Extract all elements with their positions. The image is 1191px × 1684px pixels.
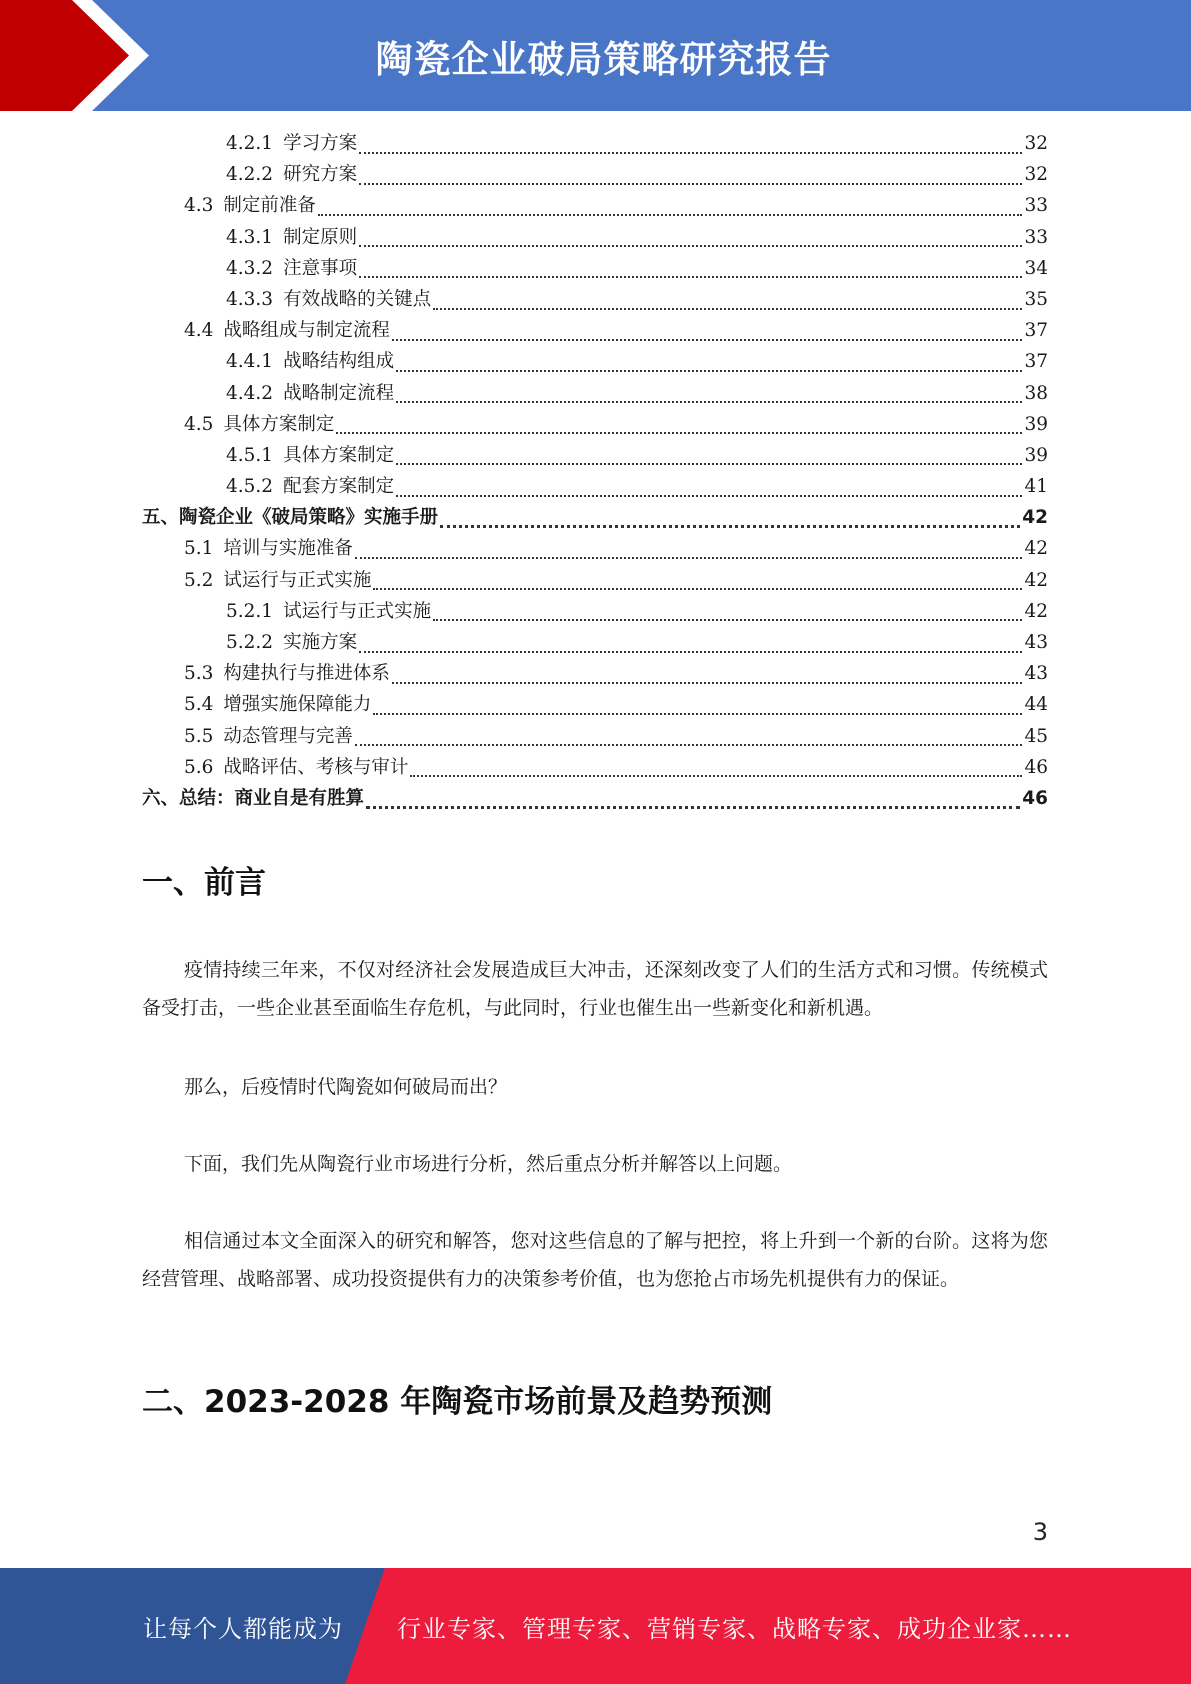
toc-entry-title: 培训与实施准备	[223, 538, 353, 560]
toc-entry-page: 42	[1024, 569, 1048, 591]
footer-slogan-left: 让每个人都能成为	[143, 1614, 343, 1643]
toc-entry-title: 战略结构组成	[283, 351, 395, 373]
toc-entry-number: 5.3	[184, 663, 214, 685]
toc-entry-number: 5.5	[184, 725, 214, 747]
toc-dot-leader	[396, 370, 1022, 372]
toc-entry-number: 4.4.2	[226, 382, 274, 404]
toc-entry-title: 陶瓷企业《破局策略》实施手册	[179, 507, 439, 529]
toc-entry[interactable]	[142, 471, 1048, 502]
toc-entry-page: 45	[1024, 725, 1048, 747]
toc-entry-number: 5.2.1	[226, 600, 274, 622]
toc-entry[interactable]	[142, 378, 1048, 409]
toc-entry-number: 4.2.1	[226, 133, 274, 154]
toc-dot-leader	[433, 619, 1022, 621]
toc-dot-leader	[373, 713, 1022, 715]
toc-entry-title: 有效战略的关键点	[283, 288, 432, 310]
toc-entry-title: 战略制定流程	[283, 382, 395, 404]
toc-entry[interactable]	[142, 596, 1048, 627]
toc-entry-title: 试运行与正式实施	[223, 569, 372, 591]
paragraph: 那么，后疫情时代陶瓷如何破局而出？	[184, 1076, 508, 1098]
toc-entry-page: 37	[1024, 351, 1048, 373]
toc-dot-leader	[355, 744, 1023, 746]
page-footer	[0, 1568, 1191, 1684]
toc-entry-number: 5.2	[184, 569, 214, 591]
toc-entry-title: 制定前准备	[223, 195, 316, 217]
toc-entry-number: 4.4.1	[226, 351, 274, 373]
toc-entry-number: 4.4	[184, 320, 214, 342]
toc-entry-number: 五、	[142, 507, 180, 529]
toc-dot-leader	[336, 432, 1022, 434]
toc-entry-page: 46	[1022, 787, 1048, 809]
toc-entry-page: 32	[1024, 133, 1048, 154]
toc-entry[interactable]	[142, 689, 1048, 720]
toc-entry[interactable]	[142, 440, 1048, 471]
toc-entry-page: 46	[1024, 756, 1048, 778]
toc-entry[interactable]	[142, 752, 1048, 783]
toc-entry-title: 动态管理与完善	[223, 725, 353, 747]
toc-entry-number: 4.5.1	[226, 444, 274, 466]
footer-slogan-right: 行业专家、管理专家、营销专家、战略专家、成功企业家……	[397, 1614, 1072, 1643]
toc-dot-leader	[359, 152, 1022, 154]
toc-entry-title: 具体方案制定	[223, 413, 335, 435]
toc-entry-page: 32	[1024, 164, 1048, 186]
paragraph: 疫情持续三年来，不仅对经济社会发展造成巨大冲击，还深刻改变了人们的生活方式和习惯。传统模式备受打击，一些企业甚至面临生存危机，与此同时，行业也催生出一些新变化和新机遇。	[142, 959, 1048, 1019]
toc-entry-page: 44	[1024, 694, 1048, 716]
toc-dot-leader	[396, 463, 1022, 465]
toc-entry-number: 4.3	[184, 195, 214, 217]
toc-entry[interactable]	[142, 627, 1048, 658]
toc-entry-title: 制定原则	[283, 226, 358, 248]
toc-entry-title: 增强实施保障能力	[223, 694, 372, 716]
toc-entry-page: 35	[1024, 288, 1048, 310]
toc-entry-number: 4.5	[184, 413, 214, 435]
paragraph: 下面，我们先从陶瓷行业市场进行分析，然后重点分析并解答以上问题。	[184, 1153, 793, 1175]
toc-dot-leader	[359, 276, 1022, 278]
page-number: 3	[1032, 1518, 1048, 1546]
toc-dot-leader	[433, 308, 1022, 310]
toc-entry[interactable]	[142, 721, 1048, 752]
toc-entry-title: 战略组成与制定流程	[223, 320, 390, 342]
toc-entry-page: 43	[1024, 663, 1048, 685]
toc-entry-page: 39	[1024, 444, 1048, 466]
toc-entry-number: 六、	[142, 787, 180, 809]
toc-entry-number: 4.5.2	[226, 476, 274, 498]
toc-dot-leader	[392, 682, 1023, 684]
toc-entry-title: 试运行与正式实施	[283, 600, 432, 622]
toc-entry-page: 39	[1024, 413, 1048, 435]
section-heading-market-forecast: 二、2023-2028 年陶瓷市场前景及趋势预测	[142, 1384, 773, 1420]
toc-entry-number: 5.6	[184, 756, 214, 778]
toc-entry[interactable]	[142, 409, 1048, 440]
toc-entry-page: 42	[1024, 538, 1048, 560]
toc-dot-leader	[366, 806, 1020, 809]
toc-dot-leader	[373, 588, 1022, 590]
toc-entry-number: 4.3.1	[226, 226, 274, 248]
toc-entry-title: 战略评估、考核与审计	[223, 756, 409, 778]
toc-entry-title: 研究方案	[283, 164, 358, 186]
paragraph: 相信通过本文全面深入的研究和解答，您对这些信息的了解与把控，将上升到一个新的台阶。这将为您经营管理、战略部署、成功投资提供有力的决策参考价值，也为您抢占市场先机提供有力的保证。	[142, 1230, 1048, 1290]
toc-entry-title: 配套方案制定	[283, 476, 395, 498]
toc-entry[interactable]	[142, 253, 1048, 284]
toc-dot-leader	[359, 245, 1022, 247]
toc-entry[interactable]	[142, 658, 1048, 689]
toc-entry-page: 38	[1024, 382, 1048, 404]
toc-entry[interactable]	[142, 533, 1048, 564]
toc-entry-page: 42	[1024, 600, 1048, 622]
toc-dot-leader	[396, 401, 1022, 403]
toc-dot-leader	[359, 651, 1022, 653]
toc-entry-title: 具体方案制定	[283, 444, 395, 466]
toc-dot-leader	[410, 775, 1022, 777]
toc-entry[interactable]	[142, 315, 1048, 346]
toc-entry-number: 5.1	[184, 538, 214, 560]
toc-entry[interactable]	[142, 565, 1048, 596]
toc-entry[interactable]	[142, 502, 1048, 533]
toc-dot-leader	[359, 183, 1022, 185]
toc-entry[interactable]	[142, 190, 1048, 221]
report-title: 陶瓷企业破局策略研究报告	[375, 37, 832, 81]
toc-entry-page: 41	[1024, 476, 1048, 498]
toc-entry[interactable]	[142, 284, 1048, 315]
toc-entry-page: 43	[1024, 632, 1048, 653]
toc-entry[interactable]	[142, 128, 1048, 159]
toc-entry-page: 33	[1024, 195, 1048, 217]
toc-dot-leader	[318, 214, 1023, 216]
toc-dot-leader	[396, 495, 1022, 497]
toc-entry-title: 总结：商业自是有胜算	[179, 787, 365, 809]
toc-entry-page: 42	[1022, 507, 1048, 529]
toc-entry-page: 37	[1024, 320, 1048, 342]
toc-entry-title: 实施方案	[283, 632, 358, 653]
section-heading-preface: 一、前言	[142, 865, 266, 901]
toc-entry-number: 4.2.2	[226, 164, 274, 186]
toc-entry[interactable]	[142, 346, 1048, 377]
toc-entry-number: 4.3.3	[226, 288, 274, 310]
toc-entry-page: 33	[1024, 226, 1048, 248]
page-header	[0, 0, 1191, 111]
toc-dot-leader	[440, 525, 1020, 528]
toc-entry-title: 学习方案	[283, 133, 358, 154]
toc-entry[interactable]	[142, 159, 1048, 190]
toc-entry-title: 注意事项	[283, 257, 358, 279]
toc-entry[interactable]	[142, 783, 1048, 814]
toc-entry-page: 34	[1024, 257, 1048, 279]
table-of-contents	[142, 128, 1048, 814]
toc-entry[interactable]	[142, 222, 1048, 253]
toc-entry-number: 5.4	[184, 694, 214, 716]
toc-entry-number: 5.2.2	[226, 632, 274, 653]
toc-entry-number: 4.3.2	[226, 257, 274, 279]
toc-entry-title: 构建执行与推进体系	[223, 663, 390, 685]
toc-dot-leader	[355, 557, 1023, 559]
toc-dot-leader	[392, 339, 1023, 341]
